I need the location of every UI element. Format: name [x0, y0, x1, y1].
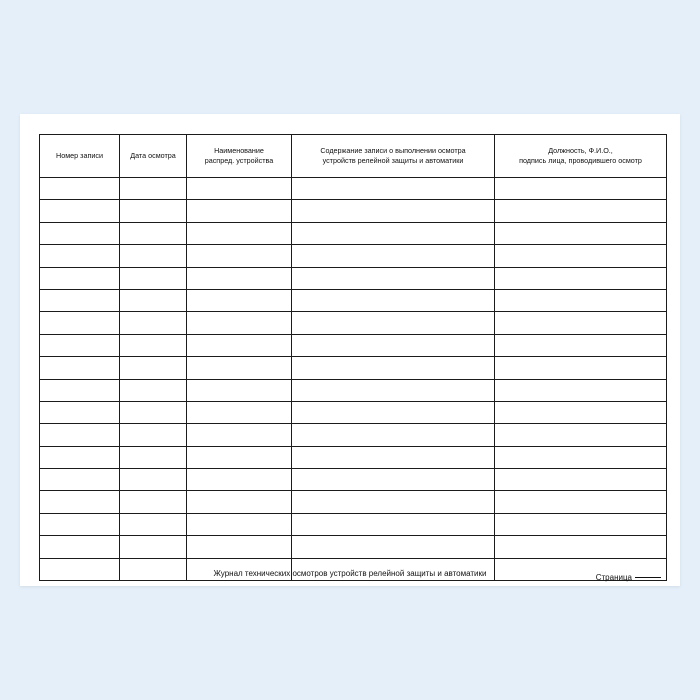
table-cell[interactable]	[40, 536, 120, 558]
table-cell[interactable]	[120, 334, 187, 356]
table-cell[interactable]	[40, 267, 120, 289]
table-cell[interactable]	[120, 178, 187, 200]
table-row	[40, 267, 667, 289]
table-cell[interactable]	[40, 357, 120, 379]
table-cell[interactable]	[187, 491, 292, 513]
table-cell[interactable]	[495, 245, 667, 267]
table-cell[interactable]	[187, 178, 292, 200]
table-cell[interactable]	[187, 357, 292, 379]
table-cell[interactable]	[40, 222, 120, 244]
journal-sheet	[39, 134, 661, 566]
table-cell[interactable]	[292, 312, 495, 334]
table-cell[interactable]	[292, 178, 495, 200]
page-label: Страница	[595, 573, 632, 582]
table-cell[interactable]	[187, 245, 292, 267]
table-cell[interactable]	[40, 178, 120, 200]
column-header-switchgear-name	[187, 135, 292, 178]
table-cell[interactable]	[187, 379, 292, 401]
table-cell[interactable]	[120, 491, 187, 513]
table-cell[interactable]	[187, 513, 292, 535]
table-cell[interactable]	[495, 312, 667, 334]
footer-page-number	[596, 569, 661, 582]
table-cell[interactable]	[120, 469, 187, 491]
header-line: Должность, Ф.И.О.,	[548, 146, 613, 156]
table-row	[40, 446, 667, 468]
table-cell[interactable]	[40, 312, 120, 334]
column-header-record-number	[40, 135, 120, 178]
table-cell[interactable]	[495, 401, 667, 423]
table-cell[interactable]	[495, 222, 667, 244]
table-cell[interactable]	[292, 200, 495, 222]
header-line: подпись лица, проводившего осмотр	[519, 156, 642, 165]
table-row	[40, 513, 667, 535]
table-cell[interactable]	[40, 424, 120, 446]
table-cell[interactable]	[40, 289, 120, 311]
table-cell[interactable]	[292, 424, 495, 446]
table-cell[interactable]	[187, 222, 292, 244]
table-cell[interactable]	[495, 334, 667, 356]
header-line: Номер записи	[56, 151, 103, 161]
table-cell[interactable]	[495, 536, 667, 558]
column-header-inspection-date	[120, 135, 187, 178]
table-cell[interactable]	[120, 312, 187, 334]
table-row	[40, 245, 667, 267]
table-row	[40, 424, 667, 446]
table-cell[interactable]	[120, 357, 187, 379]
table-row	[40, 401, 667, 423]
table-cell[interactable]	[187, 267, 292, 289]
table-row	[40, 379, 667, 401]
table-cell[interactable]	[40, 446, 120, 468]
table-cell[interactable]	[495, 357, 667, 379]
table-cell[interactable]	[292, 513, 495, 535]
header-line: Содержание записи о выполнении осмотра	[320, 146, 466, 156]
table-cell[interactable]	[40, 379, 120, 401]
table-cell[interactable]	[40, 334, 120, 356]
table-row	[40, 491, 667, 513]
table-cell[interactable]	[40, 513, 120, 535]
table-row	[40, 334, 667, 356]
table-cell[interactable]	[120, 513, 187, 535]
table-row	[40, 469, 667, 491]
table-row	[40, 357, 667, 379]
table-cell[interactable]	[292, 401, 495, 423]
header-line: Дата осмотра	[130, 151, 176, 161]
column-header-inspection-content	[292, 135, 495, 178]
table-cell[interactable]	[120, 379, 187, 401]
table-cell[interactable]	[292, 379, 495, 401]
table-cell[interactable]	[40, 401, 120, 423]
table-cell[interactable]	[120, 289, 187, 311]
table-cell[interactable]	[120, 222, 187, 244]
table-cell[interactable]	[187, 200, 292, 222]
table-cell[interactable]	[292, 491, 495, 513]
table-cell[interactable]	[187, 334, 292, 356]
table-cell[interactable]	[292, 267, 495, 289]
table-row	[40, 222, 667, 244]
table-cell[interactable]	[495, 513, 667, 535]
header-line: устройств релейной защиты и автоматики	[322, 156, 464, 165]
table-row	[40, 536, 667, 558]
table-cell[interactable]	[40, 245, 120, 267]
table-row	[40, 178, 667, 200]
table-cell[interactable]	[495, 424, 667, 446]
table-cell[interactable]	[292, 334, 495, 356]
table-cell[interactable]	[495, 178, 667, 200]
table-cell[interactable]	[187, 446, 292, 468]
page-footer	[39, 569, 661, 583]
table-cell[interactable]	[292, 446, 495, 468]
table-cell[interactable]	[495, 200, 667, 222]
table-cell[interactable]	[292, 357, 495, 379]
header-row	[40, 135, 667, 178]
table-cell[interactable]	[495, 469, 667, 491]
table-body	[40, 178, 667, 581]
table-cell[interactable]	[120, 536, 187, 558]
table-row	[40, 312, 667, 334]
column-header-signature	[495, 135, 667, 178]
footer-title: Журнал технических осмотров устройств релейной защиты и автоматики	[213, 569, 487, 578]
table-cell[interactable]	[495, 289, 667, 311]
table-cell[interactable]	[292, 222, 495, 244]
table-cell[interactable]	[40, 491, 120, 513]
table-cell[interactable]	[292, 289, 495, 311]
table-row	[40, 200, 667, 222]
table-cell[interactable]	[495, 491, 667, 513]
paper-page	[20, 114, 680, 586]
table-cell[interactable]	[292, 536, 495, 558]
header-line: Наименование	[214, 146, 264, 156]
header-line: распред. устройства	[204, 156, 274, 165]
table-cell[interactable]	[495, 379, 667, 401]
table-cell[interactable]	[495, 267, 667, 289]
table-cell[interactable]	[187, 401, 292, 423]
table-cell[interactable]	[40, 200, 120, 222]
table-row	[40, 289, 667, 311]
table-cell[interactable]	[120, 446, 187, 468]
page-number-blank	[635, 569, 661, 578]
table-cell[interactable]	[120, 401, 187, 423]
table-cell[interactable]	[292, 245, 495, 267]
table-cell[interactable]	[187, 536, 292, 558]
table-cell[interactable]	[187, 424, 292, 446]
table-cell[interactable]	[495, 446, 667, 468]
table-cell[interactable]	[120, 200, 187, 222]
table-cell[interactable]	[187, 312, 292, 334]
table-cell[interactable]	[187, 469, 292, 491]
table-cell[interactable]	[120, 245, 187, 267]
journal-table	[39, 134, 667, 581]
table-cell[interactable]	[120, 267, 187, 289]
table-cell[interactable]	[40, 469, 120, 491]
table-cell[interactable]	[187, 289, 292, 311]
table-header	[40, 135, 667, 178]
table-cell[interactable]	[120, 424, 187, 446]
table-cell[interactable]	[292, 469, 495, 491]
